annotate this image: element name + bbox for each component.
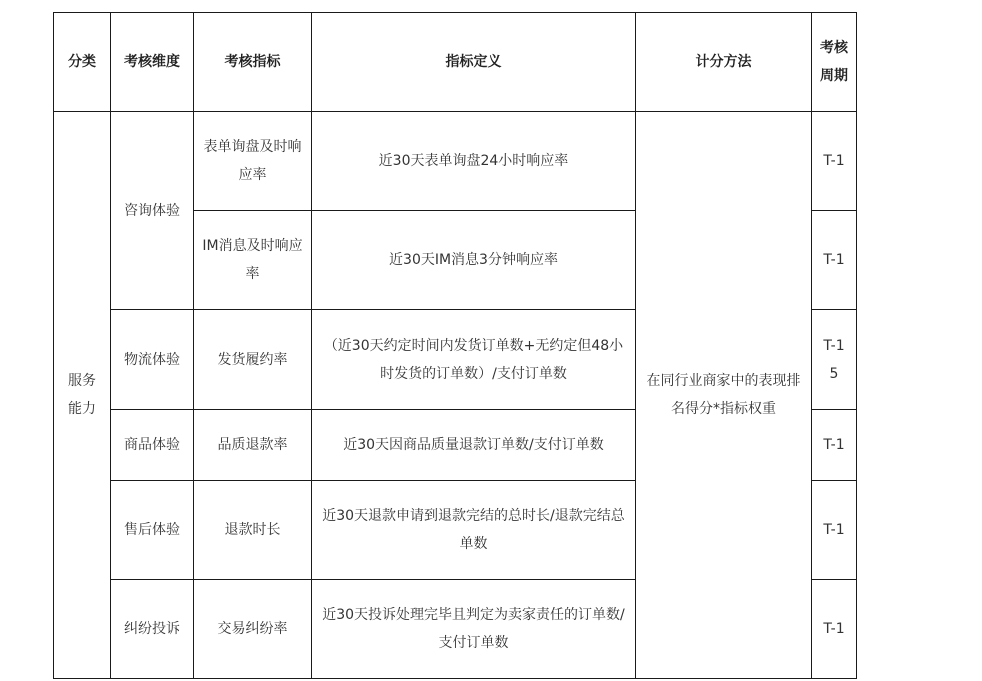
header-definition: 指标定义 [312, 13, 636, 112]
cycle-cell: T-1 [812, 211, 857, 310]
definition-cell: 近30天IM消息3分钟响应率 [312, 211, 636, 310]
indicator-cell: 表单询盘及时响应率 [194, 112, 312, 211]
header-indicator: 考核指标 [194, 13, 312, 112]
definition-cell: 近30天表单询盘24小时响应率 [312, 112, 636, 211]
definition-cell: 近30天因商品质量退款订单数/支付订单数 [312, 410, 636, 481]
cycle-cell: T-1 [812, 481, 857, 580]
header-category: 分类 [54, 13, 111, 112]
cycle-cell: T-15 [812, 310, 857, 410]
header-dimension: 考核维度 [111, 13, 194, 112]
metrics-table [53, 12, 857, 679]
category-cell: 服务能力 [54, 112, 111, 679]
indicator-cell: IM消息及时响应率 [194, 211, 312, 310]
header-scoring: 计分方法 [636, 13, 812, 112]
cycle-cell: T-1 [812, 580, 857, 679]
definition-cell: （近30天约定时间内发货订单数+无约定但48小时发货的订单数）/支付订单数 [312, 310, 636, 410]
table-header-row [54, 13, 857, 112]
cycle-cell: T-1 [812, 112, 857, 211]
dimension-cell: 纠纷投诉 [111, 580, 194, 679]
dimension-cell: 商品体验 [111, 410, 194, 481]
dimension-cell: 物流体验 [111, 310, 194, 410]
dimension-cell: 咨询体验 [111, 112, 194, 310]
indicator-cell: 退款时长 [194, 481, 312, 580]
scoring-method-cell: 在同行业商家中的表现排名得分*指标权重 [636, 112, 812, 679]
cycle-cell: T-1 [812, 410, 857, 481]
table-row [54, 112, 857, 211]
definition-cell: 近30天退款申请到退款完结的总时长/退款完结总单数 [312, 481, 636, 580]
indicator-cell: 品质退款率 [194, 410, 312, 481]
indicator-cell: 交易纠纷率 [194, 580, 312, 679]
dimension-cell: 售后体验 [111, 481, 194, 580]
definition-cell: 近30天投诉处理完毕且判定为卖家责任的订单数/支付订单数 [312, 580, 636, 679]
header-cycle: 考核周期 [812, 13, 857, 112]
indicator-cell: 发货履约率 [194, 310, 312, 410]
